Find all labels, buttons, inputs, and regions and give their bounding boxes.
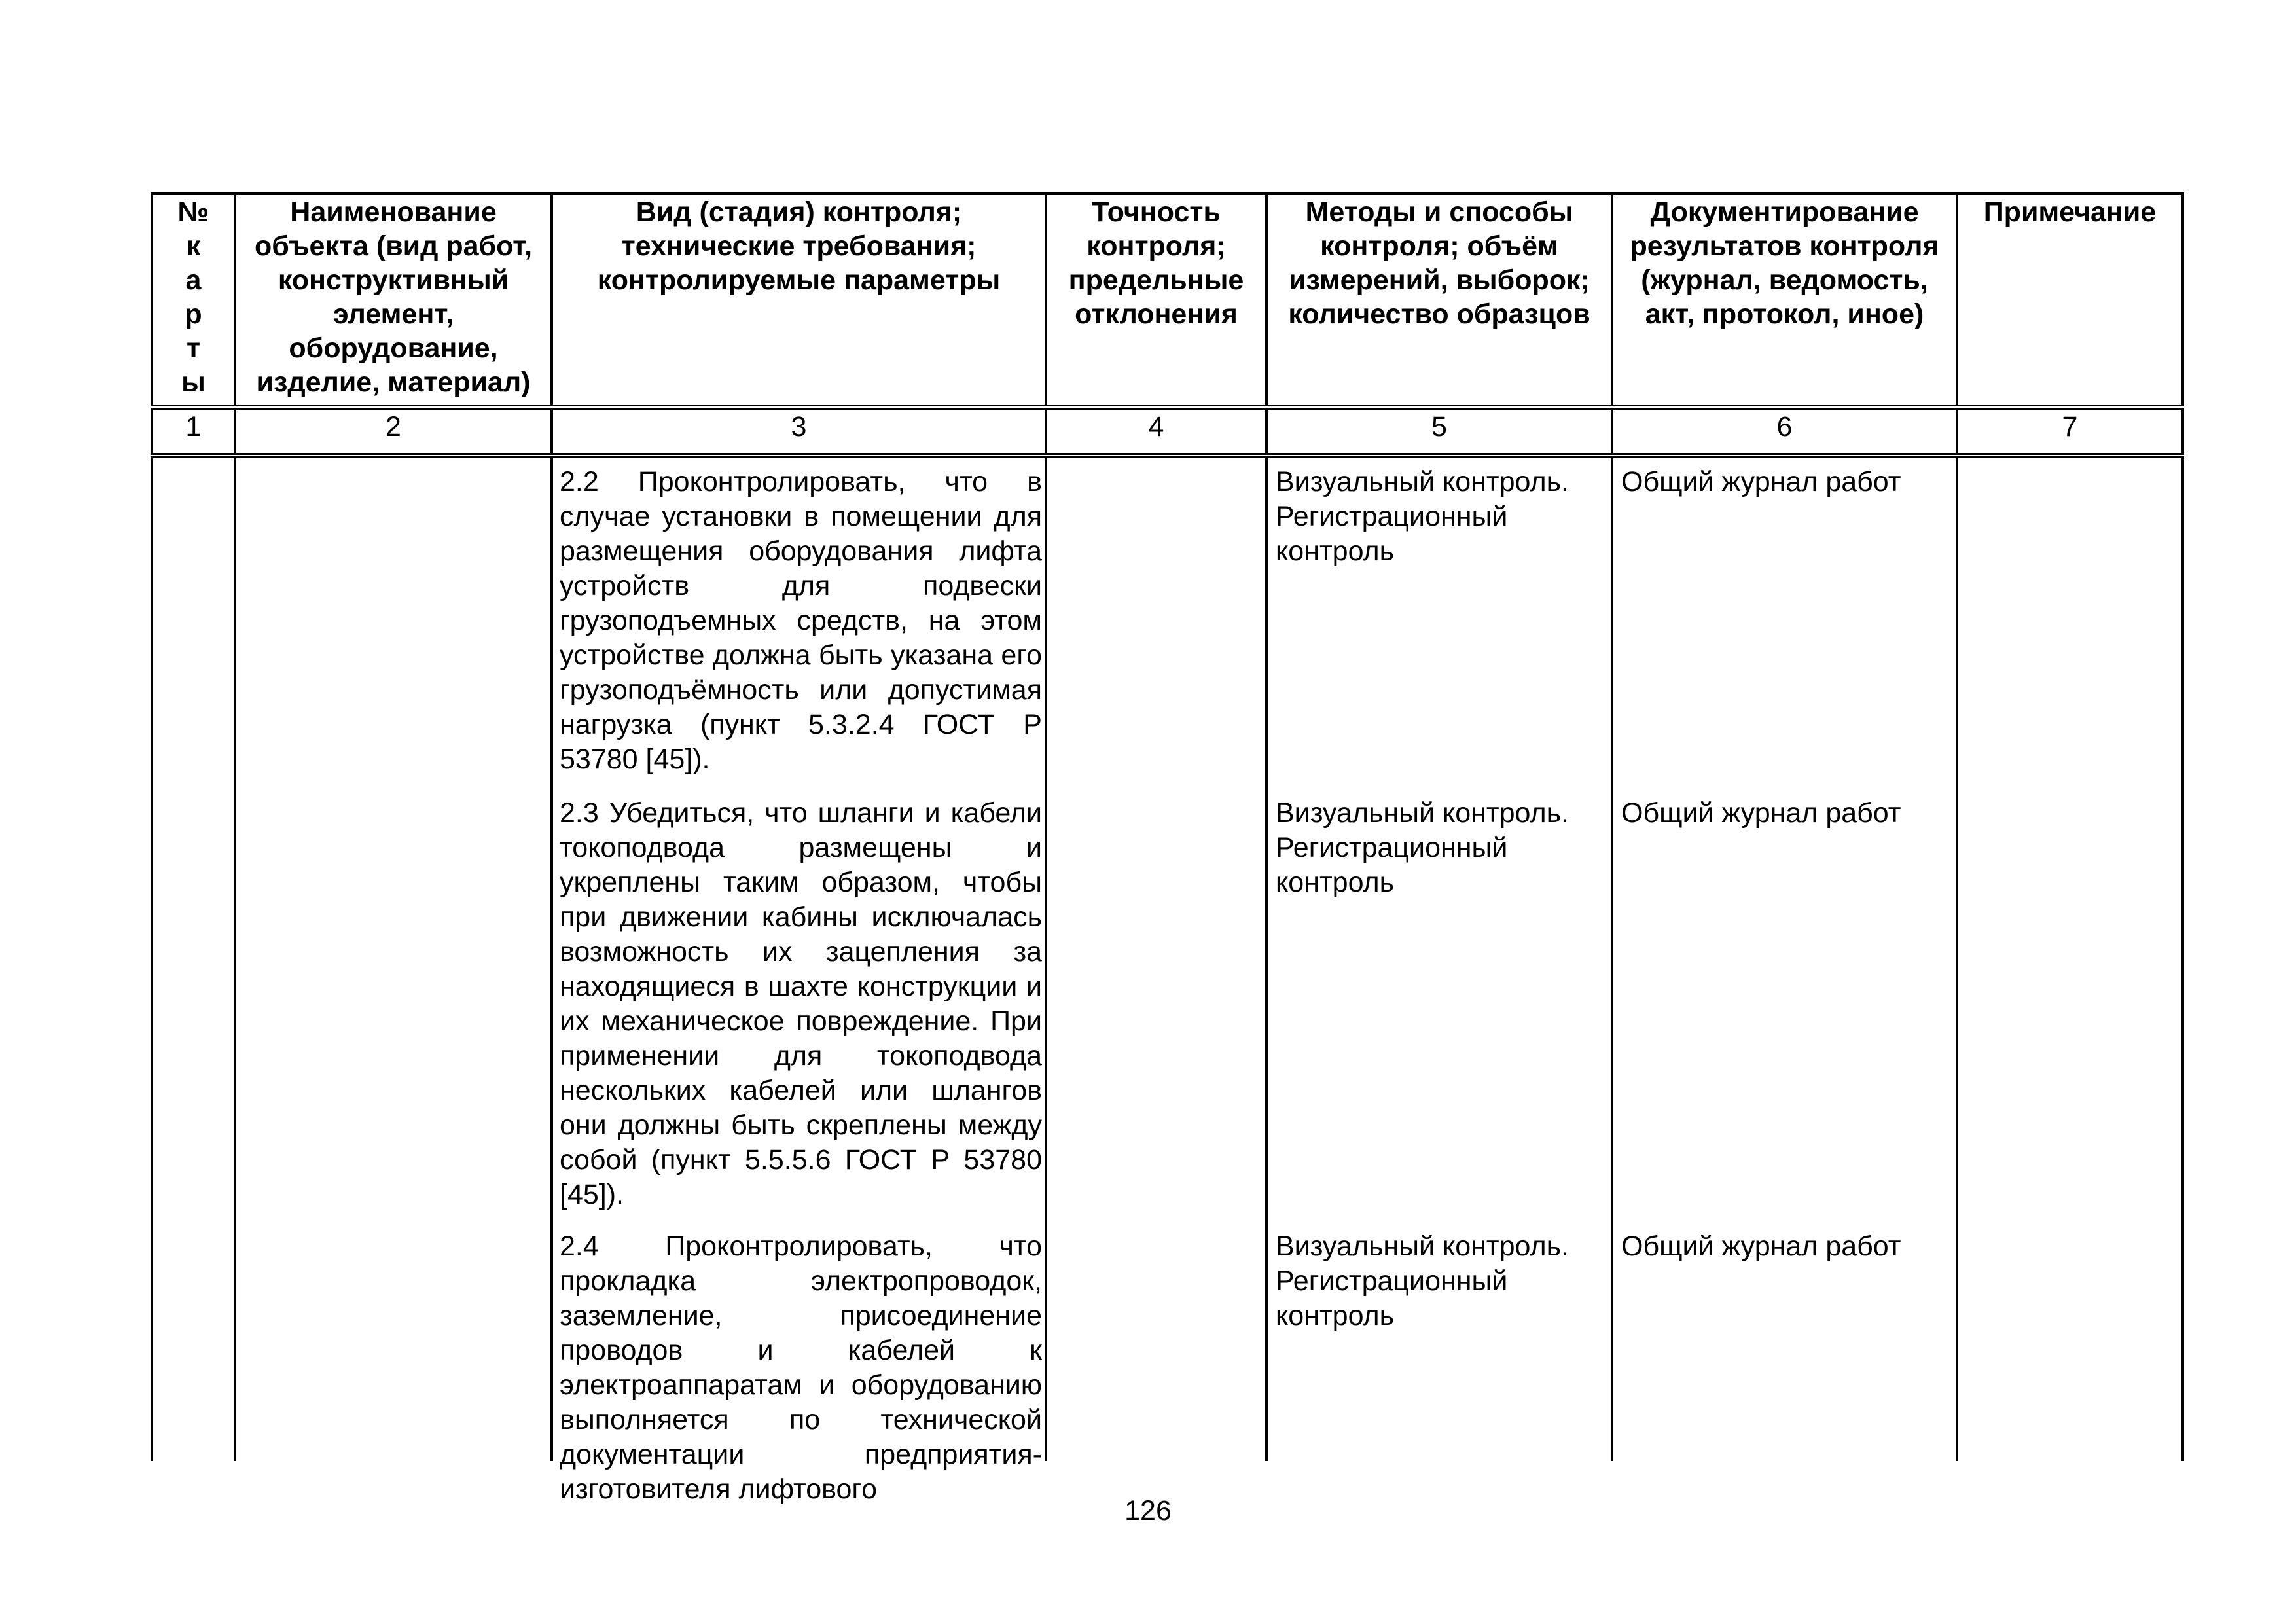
table-row [152, 789, 2183, 1223]
column-number: 4 [1046, 407, 1266, 456]
documentation-cell: Общий журнал работ [1612, 789, 1957, 1223]
accuracy-cell [1046, 789, 1266, 1223]
table-row [152, 1223, 2183, 1461]
header-accuracy: Точность контроля; предельные отклонения [1046, 194, 1266, 407]
column-number-row [152, 407, 2183, 456]
requirement-cell [552, 1223, 1046, 1505]
accuracy-cell [1046, 1223, 1266, 1461]
column-number: 7 [1957, 407, 2183, 456]
card-number-cell [152, 1223, 235, 1461]
table-header-row [152, 194, 2183, 407]
method-cell: Визуальный контроль. Регистрационный контроль [1266, 789, 1612, 1223]
requirement-cell: 2.2 Проконтролировать, что в случае установки в помещении для размещения оборудования лифта устройств для подвески грузоподъемных средств, на этом устройстве должна быть указана его грузоподъёмность или допустимая нагрузка (пункт 5.3.2.4 ГОСТ Р 53780 [45]). [552, 456, 1046, 789]
column-number: 1 [152, 407, 235, 456]
column-number: 6 [1612, 407, 1957, 456]
header-note: Примечание [1957, 194, 2183, 407]
note-cell [1957, 456, 2183, 789]
page-number: 126 [1124, 1495, 1172, 1526]
method-cell: Визуальный контроль. Регистрационный контроль [1266, 1223, 1612, 1461]
column-number: 3 [552, 407, 1046, 456]
column-number: 2 [235, 407, 552, 456]
table-row [152, 456, 2183, 789]
note-cell [1957, 789, 2183, 1223]
card-number-cell [152, 789, 235, 1223]
documentation-cell: Общий журнал работ [1612, 1223, 1957, 1461]
requirement-text: 2.4 Проконтролировать, что прокладка электропроводок, заземление, присоединение проводов и кабелей к электроаппаратам и оборудованию выполняется по технической документации предприятия-изготовителя лифтового [560, 1231, 1042, 1505]
header-documentation: Документирование результатов контроля (журнал, ведомость, акт, протокол, иное) [1612, 194, 1957, 407]
object-name-cell [235, 1223, 552, 1461]
header-methods: Методы и способы контроля; объём измерений, выборок; количество образцов [1266, 194, 1612, 407]
control-table [151, 192, 2184, 1505]
object-name-cell [235, 789, 552, 1223]
card-number-cell [152, 456, 235, 789]
header-control-type: Вид (стадия) контроля; технические требования; контролируемые параметры [552, 194, 1046, 407]
header-card-number: № к а р т ы [152, 194, 235, 407]
method-cell: Визуальный контроль. Регистрационный контроль [1266, 456, 1612, 789]
documentation-cell: Общий журнал работ [1612, 456, 1957, 789]
header-object-name: Наименование объекта (вид работ, конструктивный элемент, оборудование, изделие, материал) [235, 194, 552, 407]
accuracy-cell [1046, 456, 1266, 789]
note-cell [1957, 1223, 2183, 1461]
object-name-cell [235, 456, 552, 789]
column-number: 5 [1266, 407, 1612, 456]
requirement-cell: 2.3 Убедиться, что шланги и кабели токоподвода размещены и укреплены таким образом, чтобы при движении кабины исключалась возможность их зацепления за находящиеся в шахте конструкции и их механическое повреждение. При применении для токоподвода нескольких кабелей или шлангов они должны быть скреплены между собой (пункт 5.5.5.6 ГОСТ Р 53780 [45]). [552, 789, 1046, 1223]
